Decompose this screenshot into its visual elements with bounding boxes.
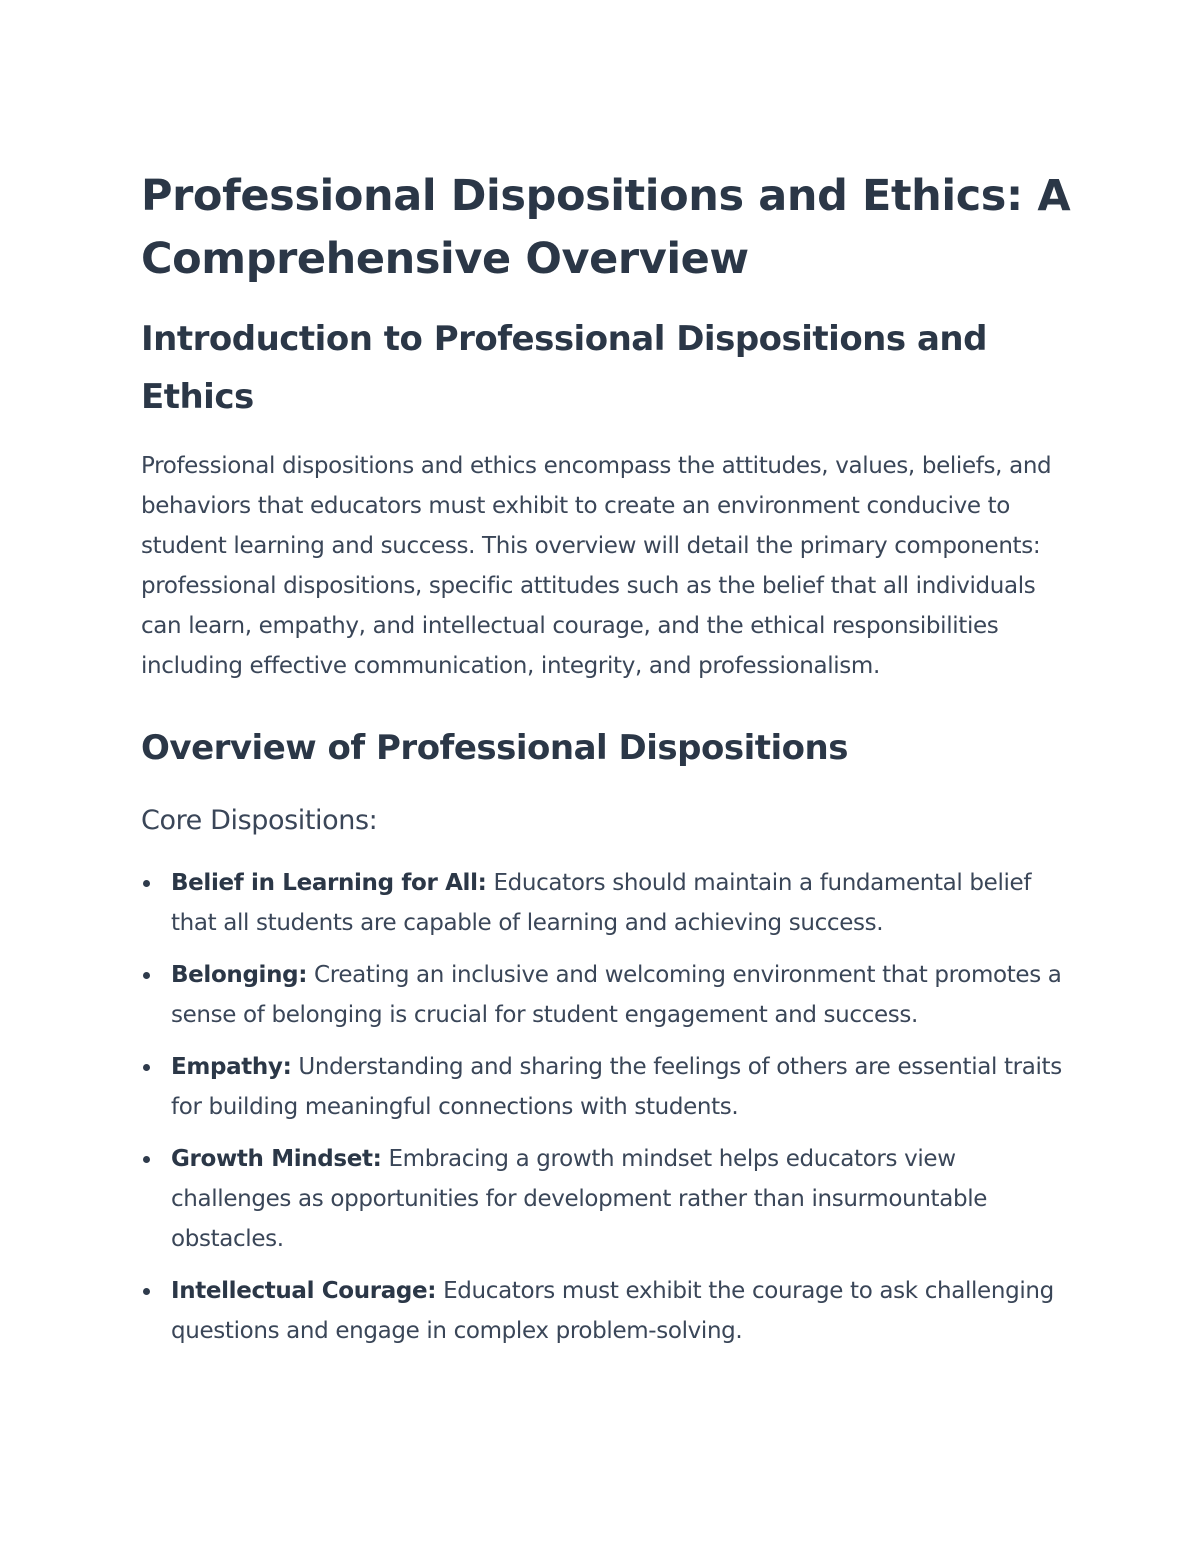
- list-item: [141, 955, 1071, 1035]
- overview-section: [141, 719, 1071, 1351]
- overview-heading: Overview of Professional Dispositions: [141, 728, 848, 768]
- item-term: Growth Mindset:: [171, 1146, 382, 1172]
- dispositions-list: [141, 863, 1071, 1351]
- list-item: [141, 1271, 1071, 1351]
- item-term: Belonging:: [171, 962, 308, 988]
- item-text: Creating an inclusive and welcoming environment that promotes a sense of belonging is crucial for student engagement and success.: [171, 962, 1062, 1028]
- list-item: [141, 1047, 1071, 1127]
- item-text: Understanding and sharing the feelings of others are essential traits for building meaningful connections with students.: [171, 1054, 1062, 1120]
- intro-heading: Introduction to Professional Dispositions and Ethics: [141, 319, 987, 417]
- document-page: [141, 165, 1071, 1363]
- item-term: Empathy:: [171, 1054, 292, 1080]
- bullet-icon: [143, 1064, 150, 1071]
- list-item: [141, 863, 1071, 943]
- bullet-icon: [143, 1288, 150, 1295]
- intro-section: [141, 310, 1071, 686]
- core-dispositions-subheading: Core Dispositions:: [141, 805, 378, 836]
- bullet-icon: [143, 880, 150, 887]
- item-term: Intellectual Courage:: [171, 1278, 437, 1304]
- bullet-icon: [143, 972, 150, 979]
- item-text: Educators must exhibit the courage to ask challenging questions and engage in complex problem-solving.: [171, 1278, 1054, 1344]
- list-item: [141, 1139, 1071, 1259]
- item-term: Belief in Learning for All:: [171, 870, 487, 896]
- intro-paragraph: Professional dispositions and ethics encompass the attitudes, values, beliefs, and behaviors that educators must exhibit to create an environment conducive to student learning and success. This overview will detail the primary components: professional dispositions, specific attitudes such as the belief that all individuals can learn, empathy, and intellectual courage, and the ethical responsibilities including effective communication, integrity, and professionalism.: [141, 453, 1052, 679]
- bullet-icon: [143, 1156, 150, 1163]
- item-text: Embracing a growth mindset helps educators view challenges as opportunities for development rather than insurmountable obstacles.: [171, 1146, 988, 1252]
- document-title: Professional Dispositions and Ethics: A Comprehensive Overview: [141, 171, 1071, 284]
- item-text: Educators should maintain a fundamental belief that all students are capable of learning and achieving success.: [171, 870, 1032, 936]
